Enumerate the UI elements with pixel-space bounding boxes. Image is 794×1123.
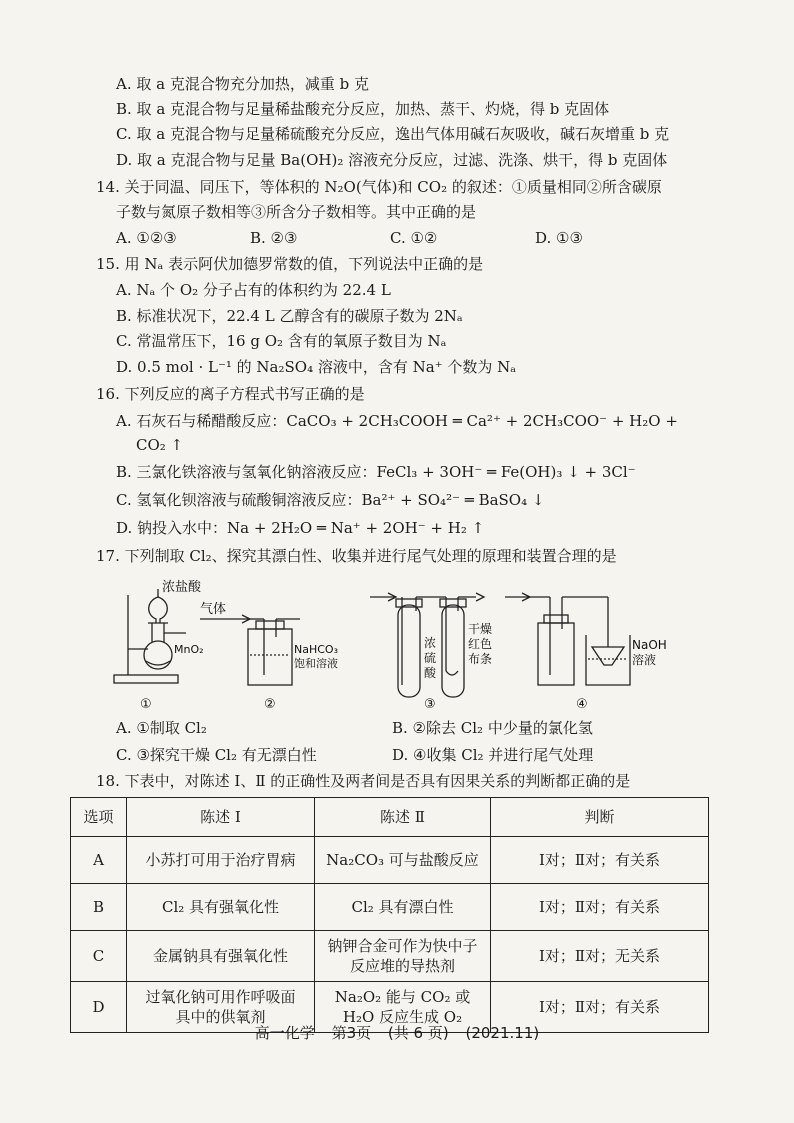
row-d-judgement: Ⅰ对；Ⅱ对；有关系 — [491, 982, 709, 1033]
label-h2so4-3: 酸 — [424, 666, 437, 680]
q18-stem: 18. 下表中，对陈述 Ⅰ、Ⅱ 的正确性及两者间是否具有因果关系的判断都正确的是 — [96, 772, 631, 790]
q17-apparatus-figure — [100, 575, 700, 715]
q18-table — [70, 797, 709, 1033]
label-conc-hcl: 浓盐酸 — [162, 580, 202, 595]
row-d-statement-1-line2: 具中的供氧剂 — [175, 1008, 266, 1026]
table-row — [71, 884, 709, 931]
row-c-statement-2 — [315, 931, 491, 982]
label-naoh-2: 溶液 — [632, 653, 657, 667]
q15-stem: 15. 用 Nₐ 表示阿伏加德罗常数的值，下列说法中正确的是 — [96, 255, 484, 273]
q17-option-a: A. ①制取 Cl₂ — [116, 719, 207, 737]
row-d-statement-2-line2: H₂O 反应生成 O₂ — [342, 1008, 463, 1026]
q17-stem: 17. 下列制取 Cl₂、探究其漂白性、收集并进行尾气处理的原理和装置合理的是 — [96, 547, 617, 565]
table-header-row — [71, 798, 709, 837]
label-n2: ② — [264, 697, 276, 712]
q17-option-c: C. ③探究干燥 Cl₂ 有无漂白性 — [116, 746, 317, 764]
label-mno2: MnO₂ — [174, 643, 204, 656]
row-c-statement-2-line2: 反应堆的导热剂 — [349, 957, 455, 975]
row-c-judgement: Ⅰ对；Ⅱ对；无关系 — [491, 931, 709, 982]
page-footer — [0, 1022, 794, 1043]
row-a-statement-1: 小苏打可用于治疗胃病 — [127, 837, 315, 884]
footer-page: 第3页 — [331, 1024, 372, 1042]
row-b-option: B — [71, 884, 127, 931]
footer-subject: 高一化学 — [254, 1024, 315, 1042]
apparatus-2 — [200, 601, 338, 712]
row-c-statement-2-line1: 钠钾合金可作为快中子 — [327, 937, 478, 955]
q15-option-d: D. 0.5 mol · L⁻¹ 的 Na₂SO₄ 溶液中，含有 Na⁺ 个数为 Nₐ — [116, 358, 517, 376]
header-judgement: 判断 — [491, 798, 709, 837]
apparatus-1 — [114, 579, 204, 712]
q15-option-a: A. Nₐ 个 O₂ 分子占有的体积约为 22.4 L — [116, 281, 391, 299]
q17-option-b: B. ②除去 Cl₂ 中少量的氯化氢 — [392, 719, 593, 737]
label-n1: ① — [140, 697, 152, 712]
row-d-option: D — [71, 982, 127, 1033]
q16-option-b: B. 三氯化铁溶液与氢氧化钠溶液反应：FeCl₃ + 3OH⁻ ═ Fe(OH)₃ ↓ + 3Cl⁻ — [116, 463, 636, 481]
q17-option-d: D. ④收集 Cl₂ 并进行尾气处理 — [392, 746, 594, 764]
label-nahco3-2: 饱和溶液 — [294, 657, 338, 670]
row-d-statement-2-line1: Na₂O₂ 能与 CO₂ 或 — [334, 988, 471, 1006]
q14-stem-line1: 14. 关于同温、同压下，等体积的 N₂O(气体)和 CO₂ 的叙述：①质量相同②所含碳原 — [96, 178, 662, 196]
row-a-judgement: Ⅰ对；Ⅱ对；有关系 — [491, 837, 709, 884]
row-d-statement-1-line1: 过氧化钠可用作呼吸面 — [145, 988, 296, 1006]
row-b-statement-2: Cl₂ 具有漂白性 — [315, 884, 491, 931]
q16-option-a-line2: CO₂ ↑ — [136, 436, 184, 454]
q14-stem-line2: 子数与氮原子数相等③所含分子数相等。其中正确的是 — [116, 203, 477, 221]
header-option: 选项 — [71, 798, 127, 837]
q16-option-c: C. 氢氧化钡溶液与硫酸铜溶液反应：Ba²⁺ + SO₄²⁻ ═ BaSO₄ ↓ — [116, 491, 545, 509]
q14-option-c: C. ①② — [390, 229, 438, 247]
row-c-option: C — [71, 931, 127, 982]
row-c-statement-1: 金属钠具有强氧化性 — [127, 931, 315, 982]
q14-option-b: B. ②③ — [250, 229, 298, 247]
footer-total: (共 6 页) — [387, 1024, 449, 1042]
header-statement-2: 陈述 Ⅱ — [315, 798, 491, 837]
row-b-statement-1: Cl₂ 具有强氧化性 — [127, 884, 315, 931]
apparatus-4 — [505, 593, 667, 712]
q14-option-d: D. ①③ — [535, 229, 583, 247]
apparatus-3 — [370, 593, 492, 712]
q16-stem: 16. 下列反应的离子方程式书写正确的是 — [96, 385, 365, 403]
q16-option-a-line1: A. 石灰石与稀醋酸反应：CaCO₃ + 2CH₃COOH ═ Ca²⁺ + 2CH₃COO⁻ + H₂O + — [116, 412, 678, 430]
q13-option-c: C. 取 a 克混合物与足量稀硫酸充分反应，逸出气体用碱石灰吸收，碱石灰增重 b 克 — [116, 125, 670, 143]
label-n3: ③ — [424, 697, 436, 712]
label-naoh-1: NaOH — [632, 638, 667, 652]
label-dry-2: 红色 — [468, 637, 493, 651]
label-n4: ④ — [576, 697, 588, 712]
table-row — [71, 931, 709, 982]
label-nahco3-1: NaHCO₃ — [294, 643, 338, 656]
q13-option-d: D. 取 a 克混合物与足量 Ba(OH)₂ 溶液充分反应，过滤、洗涤、烘干，得 b 克固体 — [116, 151, 668, 169]
row-a-statement-2: Na₂CO₃ 可与盐酸反应 — [315, 837, 491, 884]
footer-date: (2021.11) — [465, 1024, 540, 1042]
label-h2so4-1: 浓 — [424, 636, 437, 650]
row-a-option: A — [71, 837, 127, 884]
label-gas: 气体 — [200, 602, 227, 617]
q15-option-c: C. 常温常压下，16 g O₂ 含有的氧原子数目为 Nₐ — [116, 332, 447, 350]
q15-option-b: B. 标准状况下，22.4 L 乙醇含有的碳原子数为 2Nₐ — [116, 307, 463, 325]
q14-option-a: A. ①②③ — [116, 229, 177, 247]
label-h2so4-2: 硫 — [424, 651, 437, 665]
label-dry-3: 布条 — [468, 652, 493, 666]
q13-option-b: B. 取 a 克混合物与足量稀盐酸充分反应，加热、蒸干、灼烧，得 b 克固体 — [116, 100, 610, 118]
header-statement-1: 陈述 Ⅰ — [127, 798, 315, 837]
table-row — [71, 837, 709, 884]
label-dry-1: 干燥 — [468, 622, 493, 636]
q16-option-d: D. 钠投入水中：Na + 2H₂O ═ Na⁺ + 2OH⁻ + H₂ ↑ — [116, 519, 485, 537]
row-b-judgement: Ⅰ对；Ⅱ对；有关系 — [491, 884, 709, 931]
q13-option-a: A. 取 a 克混合物充分加热，减重 b 克 — [116, 75, 369, 93]
